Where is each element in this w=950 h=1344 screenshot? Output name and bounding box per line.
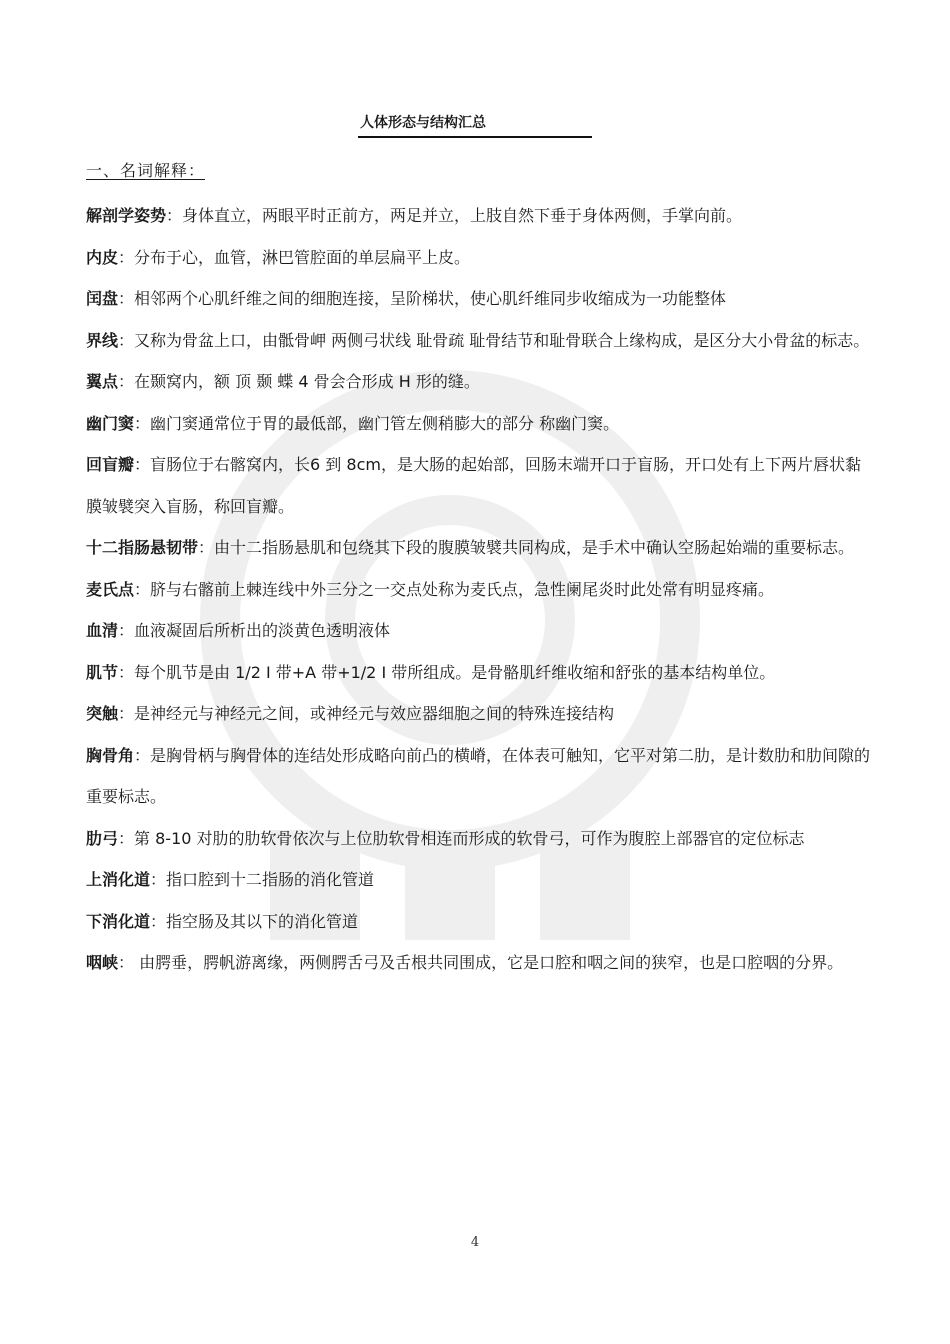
definition-entry xyxy=(86,569,876,611)
definition-text: 指口腔到十二指肠的消化管道 xyxy=(166,870,375,889)
definition-term: 十二指肠悬韧带 xyxy=(86,538,199,557)
page-number: 4 xyxy=(470,1235,480,1250)
term-separator: ： xyxy=(118,662,135,682)
definition-entry xyxy=(86,237,876,279)
term-separator: ： xyxy=(166,206,183,225)
definition-text: 又称为骨盆上口，由骶骨岬 两侧弓状线 耻骨疏 耻骨结节和耻骨联合上缘构成，是区分大小骨盆的标志。 xyxy=(134,330,870,350)
term-separator: ： xyxy=(118,372,135,391)
page-title: 人体形态与结构汇总 xyxy=(358,112,592,138)
definition-term: 内皮 xyxy=(86,247,119,267)
definition-text: 指空肠及其以下的消化管道 xyxy=(166,911,359,931)
definition-entry xyxy=(86,818,876,860)
definition-entry xyxy=(86,735,876,818)
term-separator: ： xyxy=(150,911,167,931)
definition-entry xyxy=(86,610,876,652)
definition-term: 下消化道 xyxy=(86,911,151,931)
definition-text: 盲肠位于右髂窝内，长6 到 8cm，是大肠的起始部，回肠末端开口于盲肠，开口处有上下两片唇状黏膜皱襞突入盲肠，称回盲瓣。 xyxy=(86,455,861,516)
term-separator: ： xyxy=(118,330,135,350)
definition-text: 在颞窝内，额 顶 颞 蝶 4 骨会合形成 H 形的缝。 xyxy=(134,372,480,391)
definition-entry xyxy=(86,195,876,237)
definition-entry xyxy=(86,403,876,445)
definition-text: 脐与右髂前上棘连线中外三分之一交点处称为麦氏点，急性阑尾炎时此处常有明显疼痛。 xyxy=(150,579,775,599)
definition-term: 肌节 xyxy=(86,662,119,682)
definition-text: 是胸骨柄与胸骨体的连结处形成略向前凸的横嵴，在体表可触知，它平对第二肋，是计数肋和肋间隙的重要标志。 xyxy=(86,745,871,806)
term-separator: ： xyxy=(134,745,151,765)
term-separator: ： xyxy=(118,247,135,267)
definition-term: 解剖学姿势 xyxy=(86,206,167,225)
term-separator: ： xyxy=(118,289,135,308)
definition-entry xyxy=(86,901,876,943)
definition-text: 每个肌节是由 1/2 I 带+A 带+1/2 I 带所组成。是骨骼肌纤维收缩和舒张的基本结构单位。 xyxy=(134,662,776,682)
definition-text: 血液凝固后所析出的淡黄色透明液体 xyxy=(134,621,391,640)
definition-term: 幽门窦 xyxy=(86,413,135,433)
definition-entry xyxy=(86,942,876,984)
term-separator: ： xyxy=(134,413,151,433)
term-separator: ： xyxy=(118,953,135,972)
definition-entry xyxy=(86,693,876,735)
definition-text: 由十二指肠悬肌和包绕其下段的腹膜皱襞共同构成，是手术中确认空肠起始端的重要标志。 xyxy=(214,538,855,557)
definition-term: 胸骨角 xyxy=(86,745,135,765)
definition-entry xyxy=(86,859,876,901)
definition-entry xyxy=(86,527,876,569)
term-separator: ： xyxy=(150,870,167,889)
definition-text: 分布于心，血管，淋巴管腔面的单层扁平上皮。 xyxy=(134,247,471,267)
definition-term: 突触 xyxy=(86,704,119,723)
definition-entry xyxy=(86,444,876,527)
definition-text: 相邻两个心肌纤维之间的细胞连接，呈阶梯状，使心肌纤维同步收缩成为一功能整体 xyxy=(134,289,727,308)
term-separator: ： xyxy=(118,704,135,723)
definition-term: 麦氏点 xyxy=(86,579,135,599)
definition-text: 身体直立，两眼平时正前方，两足并立，上肢自然下垂于身体两侧，手掌向前。 xyxy=(182,206,743,225)
definition-term: 闰盘 xyxy=(86,289,119,308)
definition-entry xyxy=(86,652,876,694)
definition-term: 翼点 xyxy=(86,372,119,391)
definition-entry xyxy=(86,320,876,362)
term-separator: ： xyxy=(118,621,135,640)
definition-term: 上消化道 xyxy=(86,870,151,889)
definition-term: 回盲瓣 xyxy=(86,455,135,474)
definitions-list xyxy=(86,195,876,984)
definition-text: 第 8-10 对肋的肋软骨依次与上位肋软骨相连而形成的软骨弓，可作为腹腔上部器官的定位标志 xyxy=(134,828,805,848)
definition-term: 界线 xyxy=(86,330,119,350)
term-separator: ： xyxy=(134,455,151,474)
definition-entry xyxy=(86,278,876,320)
section-heading: 一、名词解释： xyxy=(86,161,206,180)
definition-term: 血清 xyxy=(86,621,119,640)
definition-text: 幽门窦通常位于胃的最低部，幽门管左侧稍膨大的部分 称幽门窦。 xyxy=(150,413,620,433)
definition-text: 是神经元与神经元之间，或神经元与效应器细胞之间的特殊连接结构 xyxy=(134,704,615,723)
term-separator: ： xyxy=(118,828,135,848)
definition-term: 咽峡 xyxy=(86,953,119,972)
term-separator: ： xyxy=(198,538,215,557)
definition-term: 肋弓 xyxy=(86,828,119,848)
definition-text: 由腭垂，腭帆游离缘，两侧腭舌弓及舌根共同围成，它是口腔和咽之间的狭窄，也是口腔咽的分界。 xyxy=(134,953,844,972)
definition-entry xyxy=(86,361,876,403)
term-separator: ： xyxy=(134,579,151,599)
